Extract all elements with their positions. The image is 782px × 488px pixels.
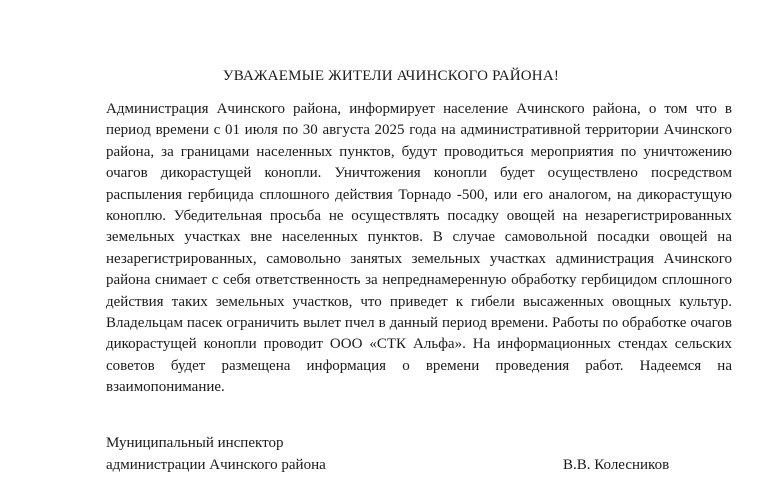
- document-body: Администрация Ачинского района, информирует население Ачинского района, о том что в период времени с 01 июля по 30 августа 2025 года на административной территории Ачинского района, за границами населенных пунктов, будут проводиться мероприятия по уничтожению очагов дикорастущей конопли. Уничтожения конопли будет осуществлено посредством распыления гербицида сплошного действия Торнадо -500, или его аналогом, на дикорастущую коноплю. Убедительная просьба не осуществлять посадку овощей на незарегистрированных земельных участках вне населенных пунктов. В случае самовольной посадки овощей на незарегистрированных, самовольно занятых земельных участках администрация Ачинского района снимает с себя ответственность за непреднамеренную обработку гербицидом сплошного действия таких земельных участков, что приведет к гибели высаженных овощных культур. Владельцам пасек ограничить вылет пчел в данный период времени. Работы по обработке очагов дикорастущей конопли проводит ООО «СТК Альфа». На информационных стендах сельских советов будет размещена информация о времени проведения работ. Надеемся на взаимопонимание.: [106, 101, 732, 396]
- signature-position: Муниципальный инспектор: [106, 435, 284, 451]
- document-heading: УВАЖАЕМЫЕ ЖИТЕЛИ АЧИНСКОГО РАЙОНА!: [222, 68, 560, 84]
- signature-organization: администрации Ачинского района: [106, 457, 326, 473]
- signature-name: В.В. Колесников: [563, 457, 670, 473]
